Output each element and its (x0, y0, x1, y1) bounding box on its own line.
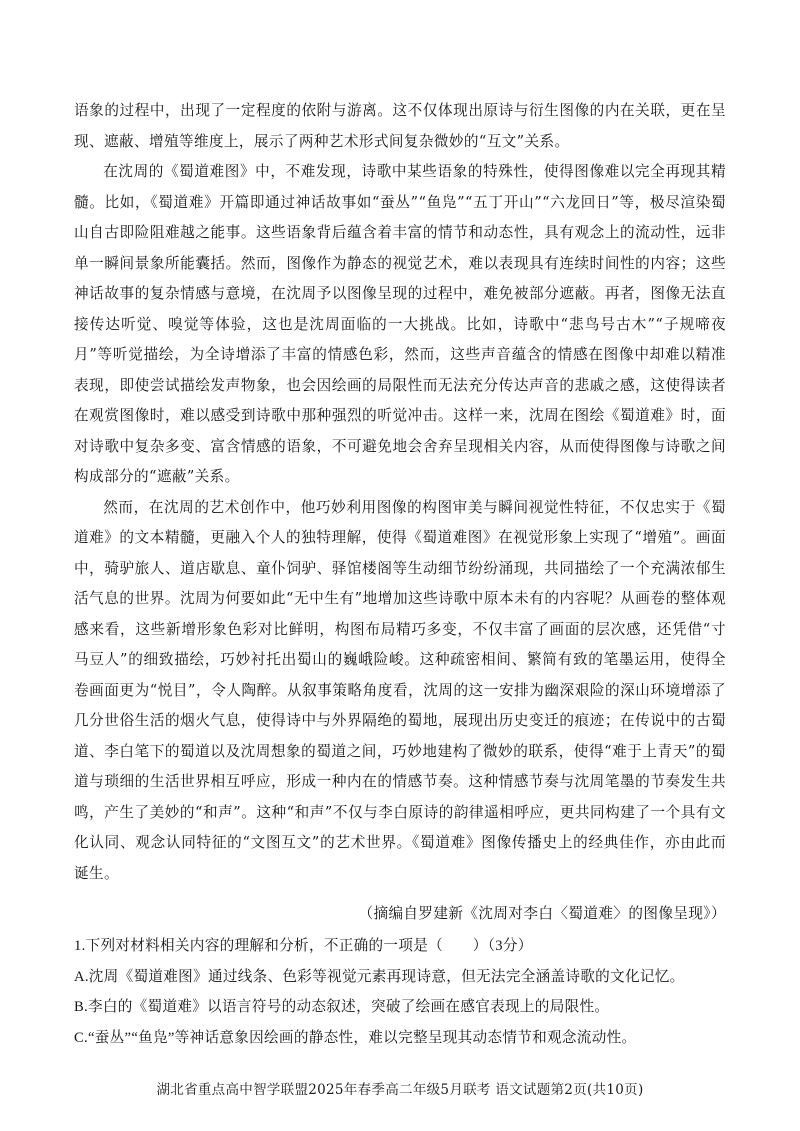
passage-paragraph-2: 在沈周的《蜀道难图》中，不难发现，诗歌中某些语象的特殊性，使得图像难以完全再现其精髓。比如，《蜀道难》开篇即通过神话故事如“蚕丛”“鱼凫”“五丁开山”“六龙回日”等，极尽渲染蜀山自古即险阻难越之能事。这些语象背后蕴含着丰富的情节和动态性，具有观念上的流动性，远非单一瞬间景象所能囊括。然而，图像作为静态的视觉艺术，难以表现具有连续时间性的内容；这些神话故事的复杂情感与意境，在沈周予以图像呈现的过程中，难免被部分遮蔽。再者，图像无法直接传达听觉、嗅觉等体验，这也是沈周面临的一大挑战。比如，诗歌中“悲鸟号古木”“子规啼夜月”等听觉描绘，为全诗增添了丰富的情感色彩，然而，这些声音蕴含的情感在图像中却难以精准表现，即使尝试描绘发声物象，也会因绘画的局限性而无法充分传达声音的悲戚之感，这使得读者在观赏图像时，难以感受到诗歌中那种强烈的听觉冲击。这样一来，沈周在图绘《蜀道难》时，面对诗歌中复杂多变、富含情感的语象，不可避免地会舍弃呈现相关内容，从而使得图像与诗歌之间构成部分的“遮蔽”关系。 (74, 163, 726, 485)
passage-paragraph-3: 然而，在沈周的艺术创作中，他巧妙利用图像的构图审美与瞬间视觉性特征，不仅忠实于《蜀道难》的文本精髓，更融入个人的独特理解，使得《蜀道难图》在视觉形象上实现了“增殖”。画面中，骑驴旅人、道店歇息、童仆饲驴、驿馆楼阁等生动细节纷纷涌现，共同描绘了一个充满浓郁生活气息的世界。沈周为何要如此“无中生有”地增加这些诗歌中原本未有的内容呢？从画卷的整体观感来看，这些新增形象色彩对比鲜明，构图布局精巧多变，不仅丰富了画面的层次感，还凭借“寸马豆人”的细致描绘，巧妙衬托出蜀山的巍峨险峻。这种疏密相间、繁简有致的笔墨运用，使得全卷画面更为“悦目”，令人陶醉。从叙事策略角度看，沈周的这一安排为幽深艰险的深山环境增添了几分世俗生活的烟火气息，使得诗中与外界隔绝的蜀地，展现出历史变迁的痕迹；在传说中的古蜀道、李白笔下的蜀道以及沈周想象的蜀道之间，巧妙地建构了微妙的联系，使得“难于上青天”的蜀道与琐细的生活世界相互呼应，形成一种内在的情感节奏。这种情感节奏与沈周笔墨的节奏发生共鸣，产生了美妙的“和声”。这种“和声”不仅与李白原诗的韵律遥相呼应，更共同构建了一个具有文化认同、观念认同特征的“文图互文”的艺术世界。《蜀道难》图像传播史上的经典佳作，亦由此而诞生。 (74, 498, 726, 882)
exam-page-content (74, 96, 726, 1053)
question-option-b: B.李白的《蜀道难》以语言符号的动态叙述，突破了绘画在感官表现上的局限性。 (74, 999, 610, 1015)
page-footer: 湖北省重点高中智学联盟2025年春季高二年级5月联考 语文试题第2页(共10页) (156, 1082, 644, 1098)
question-1 (74, 931, 726, 1053)
question-stem: 1.下列对材料相关内容的理解和分析，不正确的一项是（ ）（3分） (74, 938, 533, 954)
passage-source-citation: （摘编自罗建新《沈周对李白〈蜀道难〉的图像呈现》） (358, 905, 726, 922)
question-option-a: A.沈周《蜀道难图》通过线条、色彩等视觉元素再现诗意，但无法完全涵盖诗歌的文化记忆。 (74, 968, 685, 985)
passage-paragraph-continuation: 语象的过程中，出现了一定程度的依附与游离。这不仅体现出原诗与衍生图像的内在关联，更在呈现、遮蔽、增殖等维度上，展示了两种艺术形式间复杂微妙的“互文”关系。 (74, 102, 726, 150)
question-option-c: C.“蚕丛”“鱼凫”等神话意象因绘画的静态性，难以完整呈现其动态情节和观念流动性。 (74, 1029, 637, 1046)
